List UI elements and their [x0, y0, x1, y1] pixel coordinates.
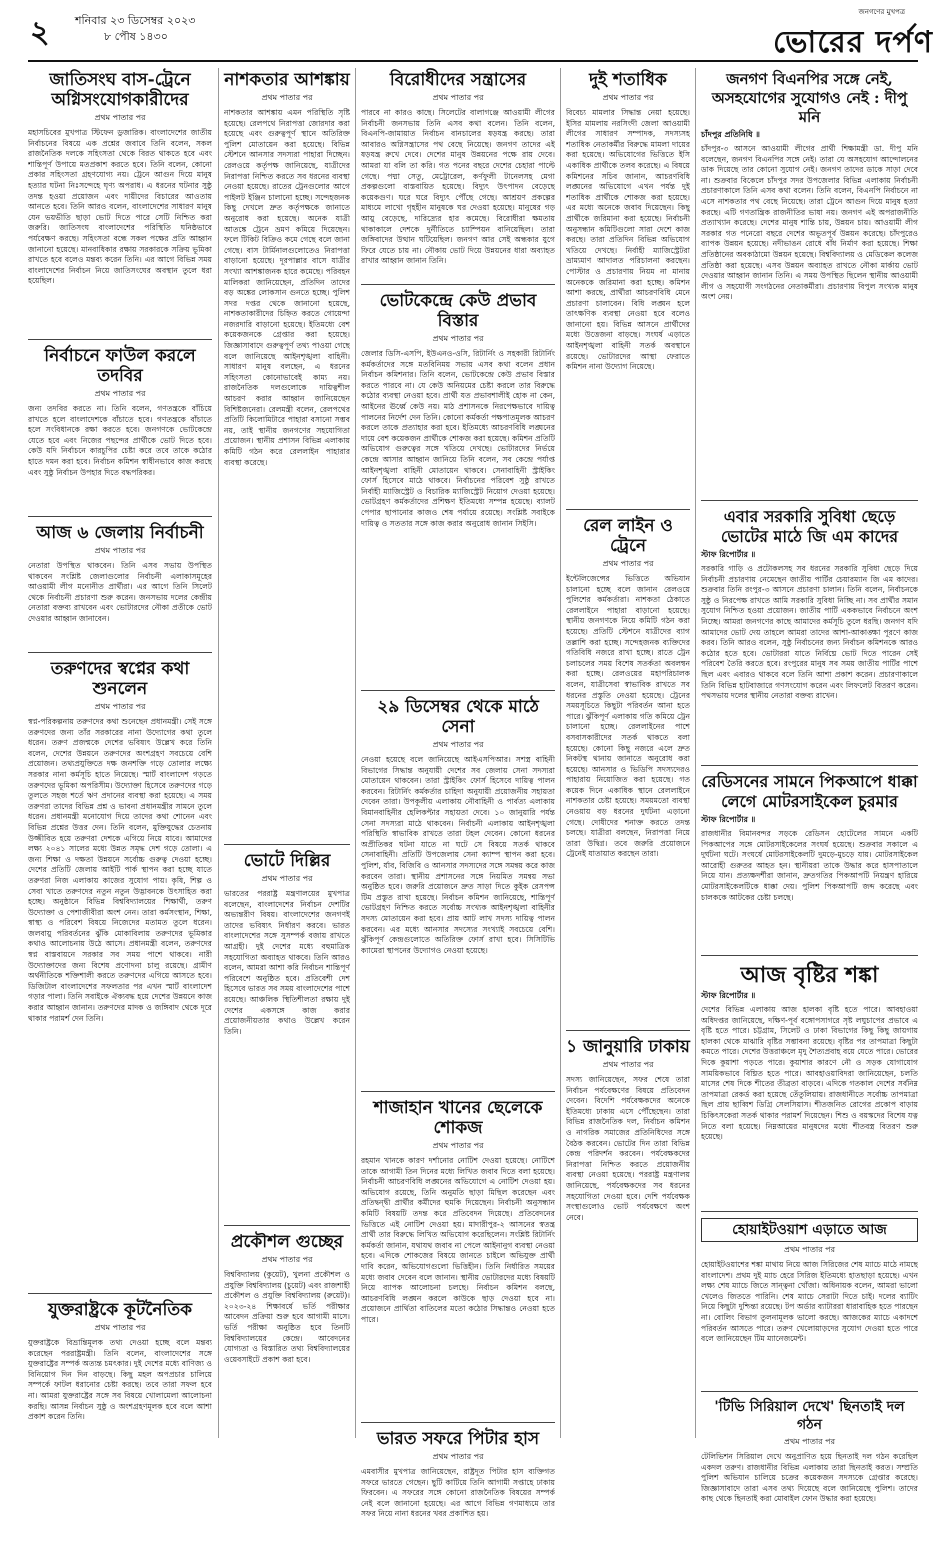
- continuation-label: প্রথম পাতার পর: [432, 334, 484, 343]
- article-body: নেওয়া হয়েছে বলে জানিয়েছে আইএসপিআর। সশস্ত্র বাহিনী বিভাগের সিদ্ধান্ত অনুযায়ী দেশের সব জেলায় সেনা সদস্যরা মোতায়েন থাকবেন। তারা স্ট্রাইকিং ফোর্স হিসেবে দায়িত্ব পালন করবেন। রিটার্নিং কর্মকর্তার চাহিদা অনুযায়ী প্রয়োজনীয় সহায়তা দেবেন তারা। উপকূলীয় এলাকায় নৌবাহিনী ও পার্বত্য এলাকায় বিমানবাহিনীর হেলিকপ্টার সহায়তা দেবে। ১০ জানুয়ারি পর্যন্ত সেনা সদস্যরা মাঠে থাকবেন। নির্বাচনী এলাকায় আইনশৃঙ্খলা পরিস্থিতি স্বাভাবিক রাখতে তারা টহল দেবেন। কোনো ধরনের অপ্রীতিকর ঘটনা যাতে না ঘটে সে বিষয়ে সতর্ক থাকবে সেনাবাহিনী। প্রতিটি উপজেলায় সেনা ক্যাম্প স্থাপন করা হবে। পুলিশ, র্যাব, বিজিবি ও আনসার সদস্যদের সঙ্গে সমন্বয় করে কাজ করবেন তারা। স্থানীয় প্রশাসনের সঙ্গে নিয়মিত সমন্বয় সভা অনুষ্ঠিত হবে। জরুরি প্রয়োজনে দ্রুত সাড়া দিতে কুইক রেসপন্স টিম প্রস্তুত রাখা হয়েছে। নির্বাচন কমিশন জানিয়েছে, শান্তিপূর্ণ ভোটগ্রহণ নিশ্চিত করতে সর্বোচ্চ সংখ্যক আইনশৃঙ্খলা বাহিনীর সদস্য মোতায়েন করা হবে। প্রায় আট লাখ সদস্য দায়িত্ব পালন করবেন। এর মধ্যে আনসার সদস্যের সংখ্যাই সবচেয়ে বেশি। ঝুঁকিপূর্ণ কেন্দ্রগুলোতে অতিরিক্ত ফোর্স রাখা হবে। সিসিটিভি ক্যামেরা স্থাপনের উদ্যোগও নেওয়া হয়েছে।: [361, 755, 555, 955]
- headline: ২৯ ডিসেম্বর থেকে মাঠে সেনা: [377, 697, 539, 737]
- continuation-label: প্রথম পাতার পর: [261, 93, 313, 102]
- page-number: ২: [30, 15, 50, 50]
- article: [701, 772, 918, 949]
- article: [701, 962, 918, 1205]
- article: [28, 659, 212, 1287]
- masthead-tagline: জনগণের মুখপত্র: [858, 8, 905, 16]
- continuation-label: প্রথম পাতার পর: [432, 1141, 484, 1150]
- article: [28, 1300, 212, 1508]
- article-body: সরকারি গাড়ি ও প্রটোকলসহ সব ধরনের সরকারি সুবিধা ছেড়ে দিয়ে নির্বাচনী প্রচারণায় নেমেছেন জাতীয় পার্টির চেয়ারম্যান জি এম কাদের। শুক্রবার তিনি রংপুর-৩ আসনে প্রচারণা চালান। তিনি বলেন, নির্বাচনকে সুষ্ঠু ও নিরপেক্ষ রাখতে আমি সরকারি সুবিধা নিচ্ছি না। সব প্রার্থীর সমান সুযোগ নিশ্চিত হওয়া প্রয়োজন। জাতীয় পার্টি এককভাবে নির্বাচনে অংশ নিচ্ছে। আমরা জনগণের কাছে আমাদের কর্মসূচি তুলে ধরছি। জনগণ যদি আমাদের ভোট দেয় তাহলে আমরা তাদের আশা-আকাঙ্ক্ষা পূরণে কাজ করব। তিনি আরও বলেন, সুষ্ঠু নির্বাচনের জন্য নির্বাচন কমিশনকে আরও কঠোর হতে হবে। ভোটাররা যাতে নির্বিঘ্নে ভোট দিতে পারেন সেই পরিবেশ তৈরি করতে হবে। রংপুরের মানুষ সব সময় জাতীয় পার্টির পাশে ছিল এবং এবারও থাকবে বলে তিনি আশা প্রকাশ করেন। প্রচারণাকালে তিনি বিভিন্ন হাটবাজারে গণসংযোগ করেন এবং লিফলেট বিতরণ করেন। পথসভায় দলের স্থানীয় নেতারা বক্তব্য রাখেন।: [701, 564, 918, 701]
- column-2: [224, 68, 350, 1470]
- headline: 'টিভি সিরিয়াল দেখে' ছিনতাই দল গঠন: [714, 1399, 905, 1433]
- continuation-label: প্রথম পাতার পর: [94, 546, 146, 555]
- headline: নাশকতার আশঙ্কায়: [224, 70, 350, 90]
- article-body: পারবে না কারও কাছে। সিলেটের বালাগঞ্জে আওয়ামী লীগের নির্বাচনী জনসভায় তিনি এসব কথা বলেন। তিনি বলেন, বিএনপি-জামায়াত নির্বাচন বানচালের ষড়যন্ত্র করছে। তারা আবারও অগ্নিসন্ত্রাসের পথ বেছে নিয়েছে। জনগণ তাদের এই ষড়যন্ত্র রুখে দেবে। দেশের মানুষ উন্নয়নের পক্ষে রায় দেবে। আমরা যা বলি তা করি। গত পনের বছরে দেশের চেহারা পাল্টে গেছে। পদ্মা সেতু, মেট্রোরেল, কর্ণফুলী টানেলসহ মেগা প্রকল্পগুলো বাস্তবায়িত হয়েছে। বিদ্যুৎ উৎপাদন বেড়েছে কয়েকগুণ। ঘরে ঘরে বিদ্যুৎ পৌঁছে গেছে। আশ্রয়ণ প্রকল্পের মাধ্যমে লাখো গৃহহীন মানুষকে ঘর দেওয়া হয়েছে। মানুষের গড় আয়ু বেড়েছে, দারিদ্র্যের হার কমেছে। বিরোধীরা ক্ষমতায় থাকাকালে দেশকে দুর্নীতিতে চ্যাম্পিয়ন বানিয়েছিল। তারা জঙ্গিবাদের উত্থান ঘটিয়েছিল। জনগণ আর সেই অন্ধকার যুগে ফিরে যেতে চায় না। নৌকায় ভোট দিয়ে উন্নয়নের ধারা অব্যাহত রাখার আহ্বান জানান তিনি।: [361, 108, 555, 266]
- article: [701, 70, 918, 494]
- article: [566, 70, 690, 503]
- article: [566, 1037, 690, 1475]
- column-3: [361, 68, 555, 1562]
- continuation-label: প্রথম পাতার পর: [432, 93, 484, 102]
- headline: ভোটে দিল্লির: [243, 851, 331, 871]
- article-body: সদস্য জানিয়েছেন, সফর শেষে তারা নির্বাচন পর্যবেক্ষণের বিষয়ে প্রতিবেদন দেবেন। বিদেশি পর্যবেক্ষকদের অনেকে ইতিমধ্যে ঢাকায় এসে পৌঁছেছেন। তারা বিভিন্ন রাজনৈতিক দল, নির্বাচন কমিশন ও নাগরিক সমাজের প্রতিনিধিদের সঙ্গে বৈঠক করবেন। ভোটের দিন তারা বিভিন্ন কেন্দ্র পরিদর্শন করবেন। পর্যবেক্ষকদের নিরাপত্তা নিশ্চিত করতে প্রয়োজনীয় ব্যবস্থা নেওয়া হয়েছে। পররাষ্ট্র মন্ত্রণালয় জানিয়েছে, পর্যবেক্ষকদের সব ধরনের সহযোগিতা দেওয়া হবে। দেশি পর্যবেক্ষক সংস্থাগুলোও ভোট পর্যবেক্ষণে অংশ নেবে।: [566, 1075, 690, 1222]
- article: [566, 516, 690, 1024]
- continuation-label: প্রথম পাতার পর: [602, 559, 654, 568]
- article-body: জেলার ডিসি-এসপি, ইউএনও-ওসি, রিটার্নিং ও সহকারী রিটার্নিং কর্মকর্তাদের সঙ্গে মতবিনিময় সভায় এসব কথা বলেন প্রধান নির্বাচন কমিশনার। তিনি বলেন, ভোটকেন্দ্রে কেউ প্রভাব বিস্তার করতে পারবে না। যে কেউ অনিয়মের চেষ্টা করলে তার বিরুদ্ধে কঠোর ব্যবস্থা নেওয়া হবে। প্রার্থী যত প্রভাবশালীই হোক না কেন, আইনের ঊর্ধ্বে কেউ নয়। মাঠ প্রশাসনকে নিরপেক্ষভাবে দায়িত্ব পালনের নির্দেশ দেন তিনি। কোনো কর্মকর্তা পক্ষপাতমূলক আচরণ করলে তাকে প্রত্যাহার করা হবে। ইতিমধ্যে আচরণবিধি লঙ্ঘনের দায়ে বেশ কয়েকজন প্রার্থীকে শোকজ করা হয়েছে। কমিশন প্রতিটি অভিযোগ গুরুত্বের সঙ্গে খতিয়ে দেখছে। ভোটারদের নির্ভয়ে কেন্দ্রে আসার আহ্বান জানিয়ে তিনি বলেন, সব কেন্দ্রে পর্যাপ্ত আইনশৃঙ্খলা বাহিনী মোতায়েন থাকবে। সেনাবাহিনী স্ট্রাইকিং ফোর্স হিসেবে মাঠে থাকবে। নির্বাচনের পরিবেশ সুষ্ঠু রাখতে নির্বাহী ম্যাজিস্ট্রেট ও বিচারিক ম্যাজিস্ট্রেট নিয়োগ দেওয়া হয়েছে। ভোটগ্রহণ কর্মকর্তাদের প্রশিক্ষণ ইতিমধ্যে সম্পন্ন হয়েছে। ব্যালট পেপার ছাপানোর কাজও শেষ পর্যায়ে রয়েছে। সংশ্লিষ্ট সবাইকে দায়িত্ব ও সততার সঙ্গে কাজ করার অনুরোধ জানান সিইসি।: [361, 349, 555, 528]
- column-5: [701, 68, 918, 1512]
- article: [701, 1218, 918, 1385]
- article-body: এমবাসীর মুখপাত্র জানিয়েছেন, রাষ্ট্রদূত পিটার হাস ব্যক্তিগত সফরে ভারতে গেছেন। ছুটি কাটিয়ে তিনি আগামী সপ্তাহে ঢাকায় ফিরবেন। এ সফরের সঙ্গে কোনো রাজনৈতিক বিষয়ের সম্পর্ক নেই বলে জানানো হয়েছে। এর আগে বিভিন্ন গণমাধ্যমে তার সফর নিয়ে নানা ধরনের খবর প্রকাশিত হয়।: [361, 1467, 555, 1519]
- headline: জনগণ বিএনপির সঙ্গে নেই, অসহযোগের সুযোগও নেই : দীপু মনি: [711, 70, 908, 126]
- article: [224, 851, 350, 1219]
- continuation-label: প্রথম পাতার পর: [432, 1452, 484, 1461]
- headline: জাতিসংঘ বাস-ট্রেনে অগ্নিসংযোগকারীদের: [49, 70, 191, 110]
- headline: শাজাহান খানের ছেলেকে শোকজ: [373, 1098, 543, 1138]
- article-body: বিবেচ্য মামলার সিদ্ধান্ত নেয়া হয়েছে। ইসির মামলায় নরসিংদী জেলা আওয়ামী লীগের সাধারণ সম্পাদক, সদস্যসহ শতাধিক নেতাকর্মীর বিরুদ্ধে মামলা দায়ের করা হয়েছে। অভিযোগের ভিত্তিতে ইসি একাধিক প্রার্থীকে তলব করেছে। এ বিষয়ে কমিশনের সচিব জানান, আচরণবিধি লঙ্ঘনের অভিযোগে এখন পর্যন্ত দুই শতাধিক প্রার্থীকে শোকজ করা হয়েছে। এর মধ্যে অনেকে জবাব দিয়েছেন। কিছু প্রার্থীকে জরিমানা করা হয়েছে। নির্বাচনী অনুসন্ধান কমিটিগুলো সারা দেশে কাজ করছে। তারা প্রতিদিন বিভিন্ন অভিযোগ খতিয়ে দেখছে। নির্বাহী ম্যাজিস্ট্রেটরা ভ্রাম্যমাণ আদালত পরিচালনা করছেন। পোস্টার ও প্রচারণায় নিয়ম না মানায় অনেককে জরিমানা করা হচ্ছে। কমিশন আশা করছে, প্রার্থীরা আচরণবিধি মেনে প্রচারণা চালাবেন। বিধি লঙ্ঘন হলে তাৎক্ষণিক ব্যবস্থা নেওয়া হবে বলেও জানানো হয়। বিভিন্ন আসনে প্রার্থীদের মধ্যে উত্তেজনা বাড়ছে। সংঘর্ষ এড়াতে আইনশৃঙ্খলা বাহিনী সতর্ক অবস্থানে রয়েছে। ভোটারদের আস্থা ফেরাতে কমিশন নানা উদ্যোগ নিয়েছে।: [566, 108, 690, 372]
- headline: দুই শতাধিক: [589, 70, 667, 90]
- byline: স্টাফ রিপোর্টার ॥: [701, 550, 756, 559]
- article-body: দেশের বিভিন্ন এলাকায় আজ হালকা বৃষ্টি হতে পারে। আবহাওয়া অধিদপ্তর জানিয়েছে, দক্ষিণ-পূর্ব বঙ্গোপসাগরে সৃষ্ট লঘুচাপের প্রভাবে এ বৃষ্টি হতে পারে। চট্টগ্রাম, সিলেট ও ঢাকা বিভাগের কিছু কিছু জায়গায় হালকা থেকে মাঝারি বৃষ্টির সম্ভাবনা রয়েছে। বৃষ্টির পর তাপমাত্রা কিছুটা কমতে পারে। দেশের উত্তরাঞ্চলে মৃদু শৈত্যপ্রবাহ বয়ে যেতে পারে। ভোরের দিকে কুয়াশা পড়তে পারে। কুয়াশার কারণে নৌ ও সড়ক যোগাযোগ সাময়িকভাবে বিঘ্নিত হতে পারে। আবহাওয়াবিদরা জানিয়েছেন, চলতি মাসের শেষ দিকে শীতের তীব্রতা বাড়বে। এদিকে গতকাল দেশের সর্বনিম্ন তাপমাত্রা রেকর্ড করা হয়েছে তেঁতুলিয়ায়। রাজধানীতে সর্বোচ্চ তাপমাত্রা ছিল প্রায় ছাব্বিশ ডিগ্রি সেলসিয়াস। শীতজনিত রোগের প্রকোপ বাড়ায় চিকিৎসকেরা সতর্ক থাকার পরামর্শ দিয়েছেন। শিশু ও বয়স্কদের বিশেষ যত্ন নিতে বলা হয়েছে। নিম্নআয়ের মানুষদের মধ্যে শীতবস্ত্র বিতরণ শুরু হয়েছে।: [701, 1005, 918, 1142]
- article-body: মহাসচিবের মুখপাত্র স্টিফেন ডুজারিক। বাংলাদেশের জাতীয় নির্বাচনের বিষয়ে এক প্রশ্নের জবাবে তিনি বলেন, সকল রাজনৈতিক দলকে সহিংসতা থেকে বিরত থাকতে হবে এবং শান্তিপূর্ণ উপায়ে মতপ্রকাশ করতে হবে। তিনি বলেন, কোনো প্রকার সহিংসতা গ্রহণযোগ্য নয়। ট্রেনে আগুন দিয়ে মানুষ হত্যার ঘটনা নিঃসন্দেহে ঘৃণ্য অপরাধ। এ ধরনের ঘটনার সুষ্ঠু তদন্ত হওয়া প্রয়োজন এবং দায়ীদের বিচারের আওতায় আনতে হবে। তিনি আরও বলেন, বাংলাদেশের সাধারণ মানুষ যেন ভয়ভীতি ছাড়া ভোট দিতে পারে সেটি নিশ্চিত করা জরুরি। জাতিসংঘ বাংলাদেশের পরিস্থিতি ঘনিষ্ঠভাবে পর্যবেক্ষণ করছে। সহিংসতা বন্ধে সকল পক্ষের প্রতি আহ্বান জানানো হয়েছে। মানবাধিকার রক্ষায় সরকারকে সক্রিয় ভূমিকা রাখতে হবে বলেও মন্তব্য করেন তিনি। এর আগে বিভিন্ন সময় বাংলাদেশের নির্বাচন নিয়ে জাতিসংঘের অবস্থান তুলে ধরা হয়েছিল।: [28, 128, 212, 286]
- byline: স্টাফ রিপোর্টার ॥: [701, 815, 756, 824]
- headline: রেডিসনের সামনে পিকআপে ধাক্কা লেগে মোটরসাইকেল চুরমার: [701, 772, 918, 811]
- continuation-label: প্রথম পাতার পর: [94, 113, 146, 122]
- column-divider: [218, 68, 219, 1438]
- headline: ভোটকেন্দ্রে কেউ প্রভাব বিস্তার: [379, 291, 537, 331]
- article-body: বিশ্ববিদ্যালয় (কুয়েট), খুলনা প্রকৌশল ও প্রযুক্তি বিশ্ববিদ্যালয় (চুয়েট) এবং রাজশাহী প্রকৌশল ও প্রযুক্তি বিশ্ববিদ্যালয় (রুয়েট)। ২০২৩-২৪ শিক্ষাবর্ষে ভর্তি পরীক্ষার আবেদন প্রক্রিয়া শুরু হবে আগামী মাসে। ভর্তি পরীক্ষা অনুষ্ঠিত হবে তিনটি বিশ্ববিদ্যালয়ের কেন্দ্রে। আবেদনের যোগ্যতা ও বিস্তারিত তথ্য বিশ্ববিদ্যালয়ের ওয়েবসাইটে প্রকাশ করা হবে।: [224, 1270, 350, 1364]
- headline: ১ জানুয়ারি ঢাকায়: [566, 1037, 690, 1057]
- headline: আজ ৬ জেলায় নির্বাচনী: [36, 523, 204, 543]
- headline: যুক্তরাষ্ট্রকে কূটনৈতিক: [47, 1300, 193, 1320]
- article: [361, 1429, 555, 1562]
- headline: হোয়াইটওয়াশ এড়াতে আজ: [701, 1218, 918, 1242]
- headline: ভারত সফরে পিটার হাস: [376, 1429, 540, 1449]
- masthead-title: ভোরের দর্পণ: [773, 25, 933, 60]
- column-1: [28, 68, 212, 1508]
- date-line: শনিবার ২৩ ডিসেম্বর ২০২৩: [75, 14, 196, 27]
- article-body: নেতারা উপস্থিত থাকবেন। তিনি এসব সভায় উপস্থিত থাকবেন সংশ্লিষ্ট জেলাগুলোর নির্বাচনী এলাকাসমূহের আওয়ামী লীগ মনোনীত প্রার্থীরা। এর আগে তিনি সিলেট থেকে নির্বাচনী প্রচারণা শুরু করেন। জনসভায় দলের কেন্দ্রীয় নেতারা বক্তব্য রাখবেন এবং ভোটারদের নৌকা প্রতীকে ভোট দেওয়ার আহ্বান জানাবেন।: [28, 561, 212, 623]
- page-header: [0, 0, 945, 62]
- article-body: নাশকতার আশঙ্কায় এমন পরিস্থিতি সৃষ্টি হয়েছে। রেলপথে নিরাপত্তা জোরদার করা হয়েছে এবং গুরুত্বপূর্ণ স্থানে অতিরিক্ত পুলিশ মোতায়েন করা হয়েছে। বিভিন্ন স্টেশনে আনসার সদস্যরা পাহারা দিচ্ছেন। রেলওয়ে কর্তৃপক্ষ জানিয়েছে, যাত্রীদের নিরাপত্তা নিশ্চিত করতে সব ধরনের ব্যবস্থা নেওয়া হয়েছে। রাতের ট্রেনগুলোর আগে পাইলট ইঞ্জিন চালানো হচ্ছে। সন্দেহজনক কিছু দেখলে দ্রুত কর্তৃপক্ষকে জানাতে অনুরোধ করা হয়েছে। অনেক যাত্রী আতঙ্কে ট্রেনে ভ্রমণ কমিয়ে দিয়েছেন। ফলে টিকিট বিক্রিও কমে গেছে বলে জানা গেছে। বাস টার্মিনালগুলোতেও নিরাপত্তা বাড়ানো হয়েছে। দূরপাল্লার বাসে যাত্রীর সংখ্যা আশঙ্কাজনক হারে কমেছে। পরিবহন মালিকরা জানিয়েছেন, প্রতিদিন তাদের বড় অঙ্কের লোকসান গুনতে হচ্ছে। পুলিশ সদর দপ্তর থেকে জানানো হয়েছে, নাশকতাকারীদের চিহ্নিত করতে গোয়েন্দা নজরদারি বাড়ানো হয়েছে। ইতিমধ্যে বেশ কয়েকজনকে গ্রেপ্তার করা হয়েছে। জিজ্ঞাসাবাদে গুরুত্বপূর্ণ তথ্য পাওয়া গেছে বলে জানিয়েছে আইনশৃঙ্খলা বাহিনী। সাধারণ মানুষ বলছেন, এ ধরনের সহিংসতা কোনোভাবেই কাম্য নয়। রাজনৈতিক দলগুলোকে দায়িত্বশীল আচরণ করার আহ্বান জানিয়েছেন বিশিষ্টজনেরা। রেলমন্ত্রী বলেন, রেলপথের প্রতিটি কিলোমিটারে পাহারা বসানো সম্ভব নয়, তাই স্থানীয় জনগণের সহযোগিতা প্রয়োজন। স্থানীয় প্রশাসন বিভিন্ন এলাকায় কমিটি গঠন করে রেললাইন পাহারার ব্যবস্থা করেছে।: [224, 108, 350, 467]
- column-divider: [560, 68, 561, 1438]
- article-body: যুক্তরাষ্ট্রকে বিভ্রান্তিমূলক তথ্য দেওয়া হচ্ছে বলে মন্তব্য করেছেন পররাষ্ট্রমন্ত্রী। তিনি বলেন, বাংলাদেশের সঙ্গে যুক্তরাষ্ট্রের সম্পর্ক অত্যন্ত চমৎকার। দুই দেশের মধ্যে বাণিজ্য ও বিনিয়োগ দিন দিন বাড়ছে। কিছু মহল অপপ্রচার চালিয়ে সম্পর্কে ফাটল ধরানোর চেষ্টা করছে। তবে তারা সফল হবে না। আমরা যুক্তরাষ্ট্রের সঙ্গে সব বিষয়ে খোলামেলা আলোচনা করছি। আসন্ন নির্বাচন সুষ্ঠু ও অংশগ্রহণমূলক হবে বলে আশা প্রকাশ করেন তিনি।: [28, 1338, 212, 1422]
- column-divider: [355, 68, 356, 1438]
- continuation-label: প্রথম পাতার পর: [261, 874, 313, 883]
- byline: স্টাফ রিপোর্টার ॥: [701, 991, 756, 1000]
- article: [361, 291, 555, 684]
- article-body: জন্য তদবির করতে না। তিনি বলেন, গণতন্ত্রকে বাঁচিয়ে রাখতে হলে বাংলাদেশকে বাঁচাতে হবে। গণতন্ত্রকে বাঁচাতে হলে সংবিধানকে রক্ষা করতে হবে। জনগণকে ভোটকেন্দ্রে যেতে হবে এবং নিজের পছন্দের প্রার্থীকে ভোট দিতে হবে। কেউ যদি নির্বাচনে কারচুপির চেষ্টা করে তবে তাকে কঠোর হাতে দমন করা হবে। নির্বাচন কমিশন স্বাধীনভাবে কাজ করছে এবং সুষ্ঠু নির্বাচন উপহার দিতে বদ্ধপরিকর।: [28, 404, 212, 477]
- article: [361, 1098, 555, 1416]
- continuation-label: প্রথম পাতার পর: [602, 1060, 654, 1069]
- article-body: স্বপ্ন-পরিকল্পনায় তরুণদের কথা শুনেছেন প্রধানমন্ত্রী। সেই সঙ্গে তরুণদের জন্য তাঁর সরকারের নানা উদ্যোগের কথা তুলে ধরেন। তরুণ প্রজন্মকে দেশের ভবিষ্যৎ উল্লেখ করে তিনি বলেন, দেশের উন্নয়নে তরুণদের অংশগ্রহণ সবচেয়ে বেশি প্রয়োজন। তথ্যপ্রযুক্তিতে দক্ষ জনশক্তি গড়ে তোলার লক্ষ্যে সরকার নানা কর্মসূচি হাতে নিয়েছে। স্মার্ট বাংলাদেশ গড়তে তরুণদের ভূমিকা অপরিসীম। উদ্যোক্তা হিসেবে তরুণদের গড়ে তুলতে সহজ শর্তে ঋণ প্রদানের ব্যবস্থা করা হয়েছে। এ সময় তরুণরা তাদের বিভিন্ন প্রশ্ন ও ভাবনা প্রধানমন্ত্রীর সামনে তুলে ধরেন। প্রধানমন্ত্রী মনোযোগ দিয়ে তাদের কথা শোনেন এবং বিভিন্ন প্রশ্নের উত্তর দেন। তিনি বলেন, মুক্তিযুদ্ধের চেতনায় উজ্জীবিত হয়ে তরুণরা দেশকে এগিয়ে নিয়ে যাবে। আমাদের লক্ষ্য ২০৪১ সালের মধ্যে উন্নত সমৃদ্ধ দেশ গড়ে তোলা। এ জন্য শিক্ষা ও দক্ষতা উন্নয়নে সর্বোচ্চ গুরুত্ব দেওয়া হচ্ছে। দেশের প্রতিটি জেলায় আইটি পার্ক স্থাপন করা হচ্ছে যাতে তরুণরা নিজ এলাকায় কাজের সুযোগ পায়। কৃষি, শিল্প ও সেবা খাতে তরুণদের নতুন নতুন উদ্ভাবনকে উৎসাহিত করা হচ্ছে। অনুষ্ঠানে বিভিন্ন বিশ্ববিদ্যালয়ের শিক্ষার্থী, তরুণ উদ্যোক্তা ও পেশাজীবীরা অংশ নেন। তারা কর্মসংস্থান, শিক্ষা, স্বাস্থ্য ও পরিবেশ বিষয়ে নিজেদের মতামত তুলে ধরেন। জলবায়ু পরিবর্তনের ঝুঁকি মোকাবিলায় তরুণদের ভূমিকার কথাও আলোচনায় উঠে আসে। প্রধানমন্ত্রী বলেন, তরুণদের স্বপ্ন বাস্তবায়নে সরকার সব সময় পাশে থাকবে। নারী উদ্যোক্তাদের জন্য বিশেষ প্রণোদনা চালু রয়েছে। গ্রামীণ অর্থনীতিকে শক্তিশালী করতে তরুণদের এগিয়ে আসতে হবে। ডিজিটাল বাংলাদেশের সফলতার পর এখন স্মার্ট বাংলাদেশ গড়ার পালা। তিনি সবাইকে ঐক্যবদ্ধ হয়ে দেশের উন্নয়নে কাজ করার আহ্বান জানান। তরুণদের মাদক ও জঙ্গিবাদ থেকে দূরে থাকার পরামর্শ দেন তিনি।: [28, 717, 212, 1023]
- continuation-label: প্রথম পাতার পর: [602, 93, 654, 102]
- continuation-label: প্রথম পাতার পর: [94, 702, 146, 711]
- column-4: [566, 68, 690, 1475]
- article: [224, 1232, 350, 1470]
- article-body: ভারতের পররাষ্ট্র মন্ত্রণালয়ের মুখপাত্র বলেছেন, বাংলাদেশের নির্বাচন দেশটির অভ্যন্তরীণ বিষয়। বাংলাদেশের জনগণই তাদের ভবিষ্যৎ নির্ধারণ করবে। ভারত বাংলাদেশের সঙ্গে সুসম্পর্ক বজায় রাখতে আগ্রহী। দুই দেশের মধ্যে বহুমাত্রিক সহযোগিতা অব্যাহত থাকবে। তিনি আরও বলেন, আমরা আশা করি নির্বাচন শান্তিপূর্ণ পরিবেশে অনুষ্ঠিত হবে। প্রতিবেশী দেশ হিসেবে ভারত সব সময় বাংলাদেশের পাশে রয়েছে। আঞ্চলিক স্থিতিশীলতা রক্ষায় দুই দেশের একসঙ্গে কাজ করার প্রয়োজনীয়তার কথাও উল্লেখ করেন তিনি।: [224, 889, 350, 1036]
- headline: আজ বৃষ্টির শঙ্কা: [740, 962, 879, 988]
- article-body: রাজধানীর বিমানবন্দর সড়কে রেডিসন হোটেলের সামনে একটি পিকআপের সঙ্গে মোটরসাইকেলের সংঘর্ষ হয়েছে। শুক্রবার সকালে এ দুর্ঘটনা ঘটে। সংঘর্ষে মোটরসাইকেলটি দুমড়ে-মুচড়ে যায়। মোটরসাইকেল আরোহী গুরুতর আহত হন। স্থানীয়রা তাকে উদ্ধার করে হাসপাতালে নিয়ে যান। প্রত্যক্ষদর্শীরা জানান, দ্রুতগতির পিকআপটি নিয়ন্ত্রণ হারিয়ে মোটরসাইকেলটিকে ধাক্কা দেয়। পুলিশ পিকআপটি জব্দ করেছে এবং চালককে আটকের চেষ্টা চলছে।: [701, 829, 918, 902]
- headline: তরুণদের স্বপ্নের কথা শুনলেন: [50, 659, 190, 699]
- article: [28, 523, 212, 646]
- article-body: হোয়াইটওয়াশের শঙ্কা মাথায় নিয়ে আজ সিরিজের শেষ ম্যাচে মাঠে নামছে বাংলাদেশ। প্রথম দুই ম্যাচ হেরে সিরিজ ইতিমধ্যে হাতছাড়া হয়েছে। এখন লক্ষ্য শেষ ম্যাচে জিতে সান্ত্বনা খোঁজা। অধিনায়ক বলেন, আমরা ভালো খেলেও জিততে পারিনি। শেষ ম্যাচে সেরাটা দিতে চাই। দলের ব্যাটিং নিয়ে কিছুটা দুশ্চিন্তা রয়েছে। টপ অর্ডার ব্যাটাররা ধারাবাহিক হতে পারছেন না। বোলিং বিভাগ তুলনামূলক ভালো করছে। আজকের ম্যাচে একাদশে পরিবর্তন আসতে পারে। তরুণ খেলোয়াড়দের সুযোগ দেওয়া হতে পারে বলে জানিয়েছেন টিম ম্যানেজমেন্ট।: [701, 1260, 918, 1344]
- article: [28, 70, 212, 333]
- headline: রেল লাইন ও ট্রেনে: [583, 516, 673, 556]
- article: [701, 1398, 918, 1512]
- continuation-label: প্রথম পাতার পর: [261, 1255, 313, 1264]
- article: [361, 697, 555, 1085]
- byline: চাঁদপুর প্রতিনিধি ॥: [701, 130, 760, 139]
- header-rule: [28, 60, 918, 62]
- headline: এবার সরকারি সুবিধা ছেড়ে ভোটের মাঠে জি এম কাদের: [720, 507, 899, 546]
- article-body: টেলিভিশন সিরিয়াল দেখে অনুপ্রাণিত হয়ে ছিনতাই দল গঠন করেছিল একদল তরুণ। রাজধানীর বিভিন্ন এলাকায় তারা ছিনতাই করত। সম্প্রতি পুলিশ অভিযান চালিয়ে চক্রের কয়েকজন সদস্যকে গ্রেপ্তার করেছে। জিজ্ঞাসাবাদে তারা এসব তথ্য দিয়েছে বলে জানিয়েছে পুলিশ। তাদের কাছ থেকে ছিনতাই করা মোবাইল ফোন উদ্ধার করা হয়েছে।: [701, 1452, 918, 1504]
- article: [701, 507, 918, 759]
- article-body: রহমান খানকে কারণ দর্শানোর নোটিশ দেওয়া হয়েছে। নোটিশে তাকে আগামী তিন দিনের মধ্যে লিখিত জবাব দিতে বলা হয়েছে। নির্বাচনী আচরণবিধি লঙ্ঘনের অভিযোগে এ নোটিশ দেওয়া হয়। অভিযোগ রয়েছে, তিনি অনুমতি ছাড়া মিছিল করেছেন এবং প্রতিদ্বন্দ্বী প্রার্থীর কর্মীদের হুমকি দিয়েছেন। নির্বাচনী অনুসন্ধান কমিটি বিষয়টি তদন্ত করে প্রতিবেদন দিয়েছে। প্রতিবেদনের ভিত্তিতে এই নোটিশ দেওয়া হয়। মাদারীপুর-২ আসনের স্বতন্ত্র প্রার্থী তার বিরুদ্ধে লিখিত অভিযোগ করেছিলেন। সংশ্লিষ্ট রিটার্নিং কর্মকর্তা জানান, যথাযথ জবাব না পেলে আইনানুগ ব্যবস্থা নেওয়া হবে। এদিকে শোকজের বিষয়ে জানতে চাইলে অভিযুক্ত প্রার্থী দাবি করেন, অভিযোগগুলো ভিত্তিহীন। তিনি নির্ধারিত সময়ের মধ্যে জবাব দেবেন বলে জানান। স্থানীয় ভোটারদের মধ্যে বিষয়টি নিয়ে ব্যাপক আলোচনা চলছে। নির্বাচন কমিশন বলছে, আচরণবিধি লঙ্ঘন করলে কাউকে ছাড় দেওয়া হবে না। প্রয়োজনে প্রার্থিতা বাতিলের মতো কঠোর সিদ্ধান্তও নেওয়া হতে পারে।: [361, 1156, 555, 1324]
- headline: বিরোধীদের সন্ত্রাসের: [389, 70, 527, 90]
- continuation-label: প্রথম পাতার পর: [94, 389, 146, 398]
- bangla-date-line: ৮ পৌষ ১৪৩০: [104, 30, 168, 43]
- continuation-label: প্রথম পাতার পর: [94, 1323, 146, 1332]
- article-body: চাঁদপুর-৩ আসনে আওয়ামী লীগের প্রার্থী শিক্ষামন্ত্রী ডা. দীপু মনি বলেছেন, জনগণ বিএনপির সঙ্গে নেই। তারা যে অসহযোগ আন্দোলনের ডাক দিয়েছে তার কোনো সুযোগ নেই। জনগণ তাদের ডাকে সাড়া দেবে না। শুক্রবার বিকেলে চাঁদপুর সদর উপজেলার বিভিন্ন এলাকায় নির্বাচনী প্রচারণাকালে তিনি এসব কথা বলেন। তিনি বলেন, বিএনপি নির্বাচনে না এসে নাশকতার পথ বেছে নিয়েছে। তারা ট্রেনে আগুন দিয়ে মানুষ হত্যা করছে। এটি গণতান্ত্রিক রাজনীতির ভাষা নয়। জনগণ এই অপরাজনীতি প্রত্যাখ্যান করেছে। দেশের মানুষ শান্তি চায়, উন্নয়ন চায়। আওয়ামী লীগ সরকার গত পনেরো বছরে দেশের অভূতপূর্ব উন্নয়ন করেছে। চাঁদপুরেও ব্যাপক উন্নয়ন হয়েছে। নদীভাঙন রোধে বাঁধ নির্মাণ করা হয়েছে। শিক্ষা প্রতিষ্ঠানের অবকাঠামো উন্নয়ন হয়েছে। বিশ্ববিদ্যালয় ও মেডিকেল কলেজ প্রতিষ্ঠা করা হয়েছে। এসব উন্নয়ন অব্যাহত রাখতে নৌকা মার্কায় ভোট দেওয়ার আহ্বান জানান তিনি। এ সময় উপস্থিত ছিলেন স্থানীয় আওয়ামী লীগ ও সহযোগী সংগঠনের নেতাকর্মীরা। প্রচারণায় বিপুল সংখ্যক মানুষ অংশ নেয়।: [701, 144, 918, 302]
- headline: নির্বাচনে ফাউল করলে তদবির: [44, 346, 196, 386]
- article-body: ইন্টেলিজেন্সের ভিত্তিতে অভিযান চালানো হচ্ছে বলে জানান রেলওয়ে পুলিশের কর্মকর্তারা। নাশকতা ঠেকাতে রেললাইনে পাহারা বাড়ানো হয়েছে। স্থানীয় জনগণকে নিয়ে কমিটি গঠন করা হয়েছে। প্রতিটি স্টেশনে যাত্রীদের ব্যাগ তল্লাশি করা হচ্ছে। সন্দেহজনক ব্যক্তিদের গতিবিধি নজরে রাখা হচ্ছে। রাতে ট্রেন চলাচলের সময় বিশেষ সতর্কতা অবলম্বন করা হচ্ছে। রেলওয়ের মহাপরিচালক বলেন, যাত্রীসেবা স্বাভাবিক রাখতে সব ধরনের প্রস্তুতি নেওয়া হয়েছে। ট্রেনের সময়সূচিতে কিছুটা পরিবর্তন আনা হতে পারে। ঝুঁকিপূর্ণ এলাকায় গতি কমিয়ে ট্রেন চালানো হচ্ছে। রেললাইনের পাশে বসবাসকারীদের সতর্ক থাকতে বলা হয়েছে। কোনো কিছু নজরে এলে দ্রুত নিকটস্থ থানায় জানাতে অনুরোধ করা হয়েছে। আনসার ও ভিডিপি সদস্যদেরও পাহারায় নিয়োজিত করা হয়েছে। গত কয়েক দিনে একাধিক স্থানে রেললাইনে নাশকতার চেষ্টা হয়েছে। সময়মতো ব্যবস্থা নেওয়ায় বড় ধরনের দুর্ঘটনা এড়ানো গেছে। দোষীদের শনাক্ত করতে তদন্ত চলছে। যাত্রীরা বলছেন, নিরাপত্তা নিয়ে তারা উদ্বিগ্ন। তবে জরুরি প্রয়োজনে ট্রেনেই যাতায়াত করছেন তারা।: [566, 574, 690, 859]
- continuation-label: প্রথম পাতার পর: [432, 740, 484, 749]
- article: [361, 70, 555, 278]
- article: [224, 70, 350, 838]
- column-divider: [695, 68, 696, 1438]
- article: [28, 346, 212, 510]
- headline: প্রকৌশল গুচ্ছের: [230, 1232, 344, 1252]
- continuation-label: প্রথম পাতার পর: [784, 1245, 835, 1254]
- continuation-label: প্রথম পাতার পর: [784, 1437, 835, 1446]
